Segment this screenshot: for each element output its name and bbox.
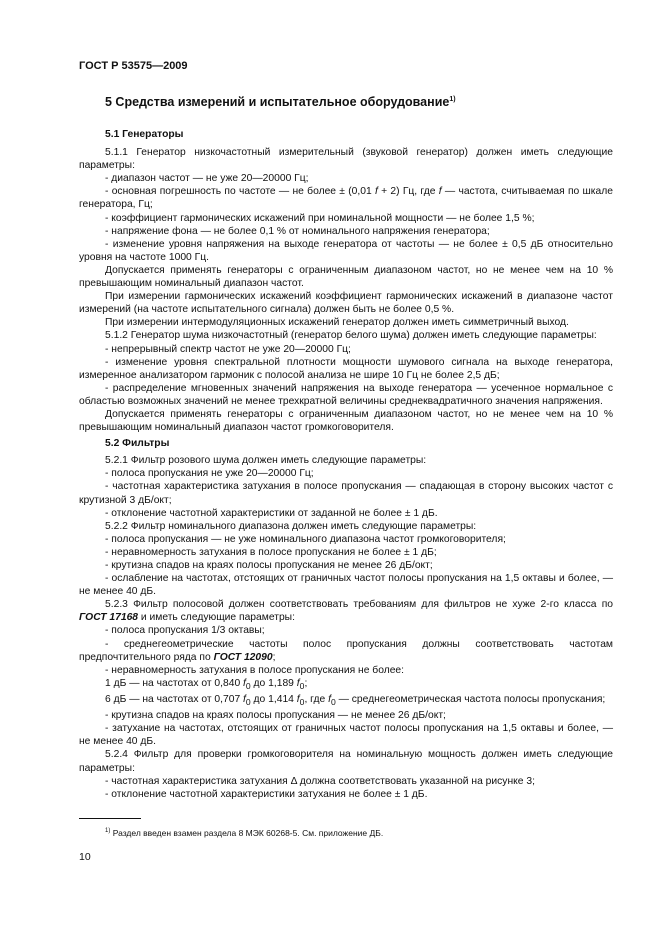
clause-5-2-1-intro: 5.2.1 Фильтр розового шума должен иметь следующие параметры: — [105, 455, 427, 467]
text-run: и иметь следующие параметры: — [138, 612, 295, 624]
symbol-f: f — [328, 693, 331, 705]
text-run: 1 дБ — на частотах от 0,840 — [105, 677, 244, 689]
list-item: - коэффициент гармонических искажений при номинальной мощности — не более 1,5 %; — [105, 212, 535, 224]
text-run: до 1,189 — [250, 677, 297, 689]
footnote-text: Раздел введен взамен раздела 8 МЭК 60268-5. См. приложение ДБ. — [110, 828, 384, 838]
text-run: ; — [304, 677, 308, 689]
text-run: 6 дБ — на частотах от 0,707 — [105, 693, 244, 705]
list-item: - непрерывный спектр частот не уже 20—20000 Гц; — [105, 343, 351, 355]
standard-reference-link[interactable]: ГОСТ 12090 — [213, 651, 273, 663]
paragraph: Допускается применять генераторы с ограниченным диапазоном частот, но не менее чем на 10 % превышающим номинальный диапазон частот. — [79, 264, 613, 290]
list-item: - крутизна спадов на краях полосы пропускания — не менее 26 дБ/окт; — [105, 710, 446, 722]
paragraph: Допускается применять генераторы с ограниченным диапазоном частот, но не менее чем на 10 % превышающим номинальный диапазон частот громкоговорителя. — [79, 408, 613, 434]
subscript: 0 — [330, 697, 336, 708]
footnote-mark: 1) — [105, 828, 111, 835]
symbol-f: f — [243, 693, 246, 705]
list-item: - отклонение частотной характеристики от заданной не более ± 1 дБ. — [105, 507, 438, 519]
list-item: - частотная характеристика затухания Δ должна соответствовать указанной на рисунке 3; — [105, 775, 535, 787]
paragraph: При измерении гармонических искажений коэффициент гармонических искажений в диапазоне частот измерений (на частоте испытательного сигнала) должен быть не более 0,5 %. — [79, 291, 613, 316]
document-body — [79, 124, 613, 801]
value-line — [79, 693, 613, 709]
subsection-heading-filters: 5.2 Фильтры — [105, 438, 170, 450]
footnote-separator — [79, 818, 141, 819]
footnote-mark: 1) — [449, 95, 456, 103]
document-code: ГОСТ Р 53575—2009 — [79, 60, 188, 72]
subscript: 0 — [245, 697, 251, 708]
list-item: - основная погрешность по частоте — не более ± (0,01 f + 2) Гц, где f — частота, считываемая по шкале генератора, Гц; — [79, 186, 614, 211]
symbol-f: f — [296, 677, 300, 689]
text-run: — среднегеометрическая частота полосы пропускания; — [335, 693, 606, 705]
list-item: - отклонение частотной характеристики затухания не более ± 1 дБ. — [105, 788, 428, 800]
list-item: - неравномерность затухания в полосе пропускания не более: — [105, 664, 405, 676]
symbol-f: f — [243, 677, 246, 689]
section-heading — [105, 95, 456, 109]
list-item: - полоса пропускания не уже 20—20000 Гц; — [105, 468, 314, 480]
list-item — [79, 638, 613, 664]
clause-5-2-2-intro: 5.2.2 Фильтр номинального диапазона должен иметь следующие параметры: — [105, 520, 477, 532]
footnote — [105, 828, 383, 838]
list-item: - изменение уровня спектральной плотности мощности шумового сигнала на выходе генератора, измеренное анализатором гармоник с полосой анализа не шире 10 Гц не более 2,5 дБ; — [79, 356, 613, 381]
clause-5-1-2-intro: 5.1.2 Генератор шума низкочастотный (генератор белого шума) должен иметь следующие параметры: — [105, 330, 597, 342]
page-number: 10 — [79, 851, 91, 863]
list-item: - диапазон частот — не уже 20—20000 Гц; — [105, 173, 309, 185]
paragraph: При измерении интермодуляционных искажений генератор должен иметь симметричный выход. — [105, 317, 569, 329]
subsection-heading-generators: 5.1 Генераторы — [105, 129, 184, 140]
clause-5-1-1-intro: 5.1.1 Генератор низкочастотный измерительный (звуковой генератор) должен иметь следующие параметры: — [79, 147, 613, 172]
text-run: , где — [304, 693, 329, 705]
section-title: 5 Средства измерений и испытательное оборудование — [105, 95, 450, 109]
standard-reference-link[interactable]: ГОСТ 17168 — [79, 612, 139, 624]
list-item: - ослабление на частотах, отстоящих от граничных частот полосы пропускания на 1,5 октавы и более, — не менее 40 дБ. — [79, 573, 613, 598]
clause-5-2-4-intro: 5.2.4 Фильтр для проверки громкоговорителя на номинальную мощность должен иметь следующие параметры: — [79, 749, 613, 774]
text-run: 5.2.3 Фильтр полосовой должен соответствовать требованиям для фильтров не хуже 2-го класса по — [105, 599, 613, 611]
list-item: - изменение уровня напряжения на выходе генератора от частоты — не более ± 0,5 дБ относительно уровня на частоте 1000 Гц. — [79, 238, 613, 263]
subscript: 0 — [299, 697, 305, 708]
list-item: - неравномерность затухания в полосе пропускания не более ± 1 дБ; — [105, 546, 437, 558]
text-run: до 1,414 — [250, 693, 297, 705]
list-item: - полоса пропускания — не уже номинального диапазона частот громкоговорителя; — [105, 533, 506, 545]
list-item: - частотная характеристика затухания в полосе пропускания — спадающая в сторону высоких частот с крутизной 3 дБ/окт; — [79, 481, 613, 506]
text-run: ; — [272, 651, 276, 663]
symbol-f: f — [296, 693, 300, 705]
subscript: 0 — [245, 680, 251, 691]
clause-5-2-3-intro — [79, 598, 613, 624]
list-item: - распределение мгновенных значений напряжения на выходе генератора — усеченное нормальное с областью возможных значений не менее трехкратной величины среднеквадратичного значения напряжения. — [79, 382, 613, 407]
list-item: - полоса пропускания 1/3 октавы; — [105, 625, 265, 637]
value-line — [79, 677, 613, 693]
subscript: 0 — [299, 680, 305, 691]
list-item: - затухание на частотах, отстоящих от граничных частот полосы пропускания на 1,5 октавы и более, — не менее 40 дБ. — [79, 723, 613, 748]
text-run: - среднегеометрические частоты полос пропускания должны соответствовать частотам предпочтительного ряда по — [79, 638, 613, 663]
list-item: - напряжение фона — не более 0,1 % от номинального напряжения генератора; — [105, 225, 490, 237]
list-item: - крутизна спадов на краях полосы пропускания не менее 26 дБ/окт; — [105, 560, 433, 571]
